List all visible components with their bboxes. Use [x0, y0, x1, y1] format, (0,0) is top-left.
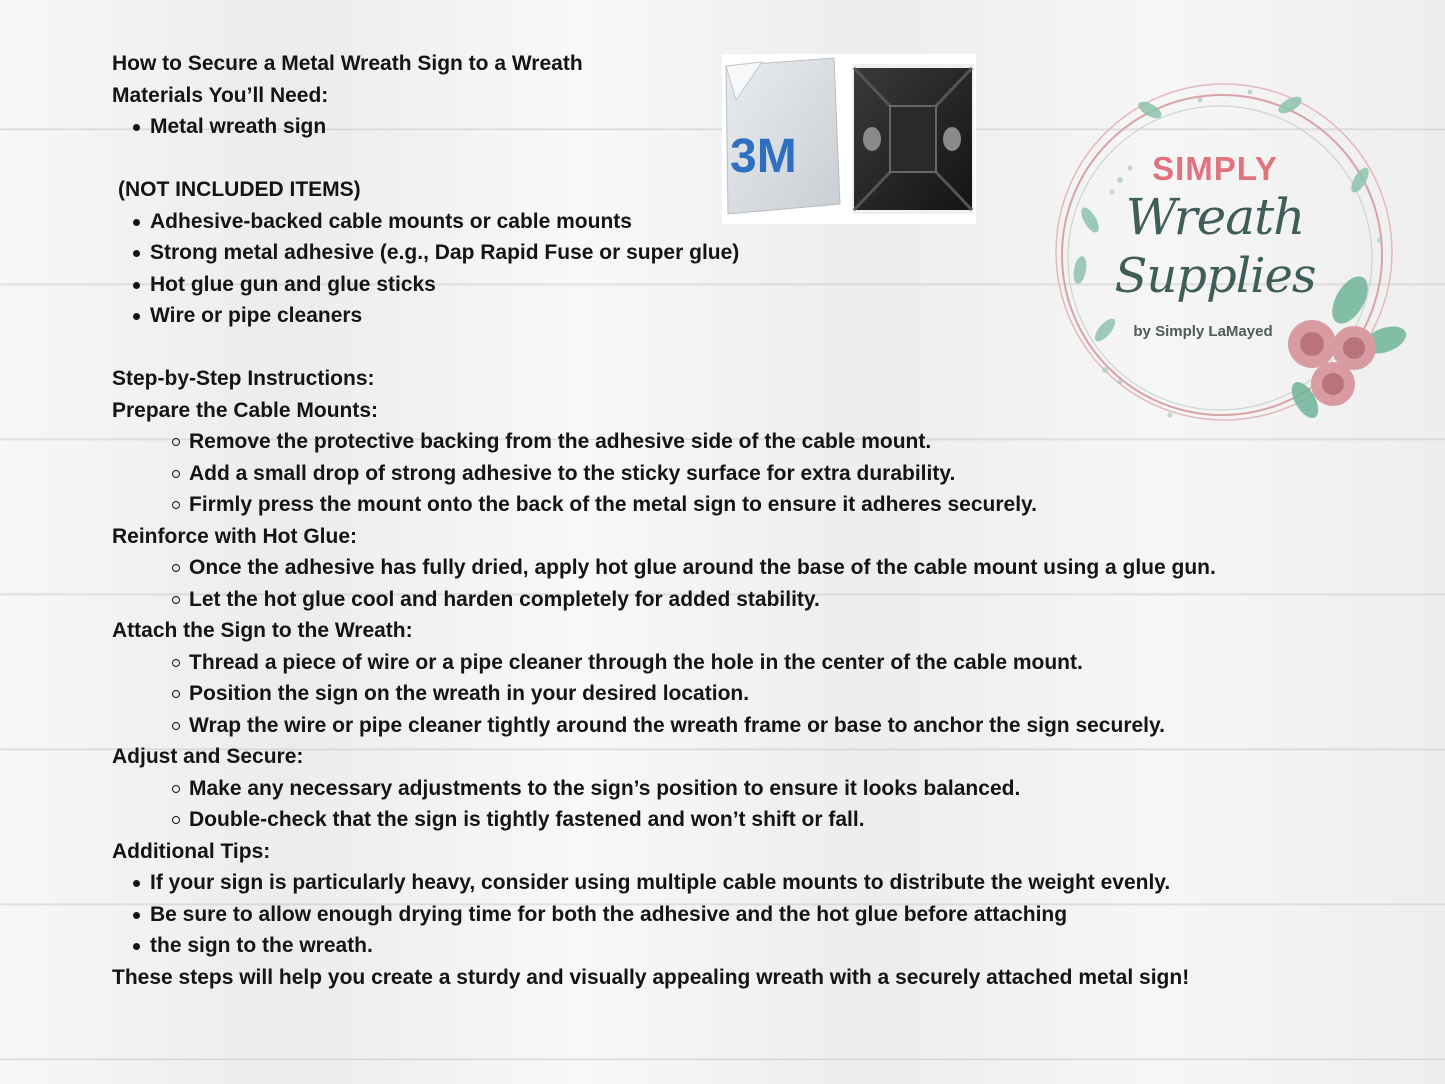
list-item: the sign to the wreath. — [112, 930, 1292, 962]
closing-text: These steps will help you create a sturdy and visually appealing wreath with a securely attached metal sign! — [112, 965, 1190, 989]
page-title: How to Secure a Metal Wreath Sign to a Wreath — [112, 52, 583, 75]
list-item: Position the sign on the wreath in your desired location. — [112, 678, 1292, 710]
list-item: Be sure to allow enough drying time for both the adhesive and the hot glue before attaching — [112, 899, 1292, 931]
list-item: Adhesive-backed cable mounts or cable mounts — [112, 206, 1292, 238]
list-item: Wire or pipe cleaners — [112, 300, 1292, 332]
logo-text-wreath: Wreath — [1125, 188, 1305, 246]
section-heading: Adjust and Secure: — [112, 745, 304, 768]
section-heading: Prepare the Cable Mounts: — [112, 398, 379, 422]
logo-byline: by Simply LaMayed — [1133, 323, 1273, 340]
list-item: Remove the protective backing from the adhesive side of the cable mount. — [112, 426, 1292, 458]
section-heading: Reinforce with Hot Glue: — [112, 524, 358, 548]
brand-text: 3M — [730, 130, 797, 183]
cable-mount-icon — [722, 54, 976, 224]
tips-list — [112, 867, 1292, 962]
list-item: Make any necessary adjustments to the sign’s position to ensure it looks balanced. — [112, 773, 1292, 805]
section-list — [112, 426, 1292, 521]
list-item: Firmly press the mount onto the back of the metal sign to ensure it adheres securely. — [112, 489, 1292, 521]
list-item: Let the hot glue cool and harden completely for added stability. — [112, 584, 1292, 616]
list-item: Thread a piece of wire or a pipe cleaner through the hole in the center of the cable mount. — [112, 647, 1292, 679]
section-heading: Attach the Sign to the Wreath: — [112, 619, 413, 642]
section-list — [112, 552, 1292, 615]
steps-heading: Step-by-Step Instructions: — [112, 367, 375, 390]
section-list — [112, 773, 1292, 836]
list-item: Once the adhesive has fully dried, apply hot glue around the base of the cable mount using a glue gun. — [112, 552, 1289, 584]
section-list — [112, 647, 1292, 742]
list-item: If your sign is particularly heavy, consider using multiple cable mounts to distribute the weight evenly. — [112, 867, 1292, 899]
logo-text-simply: SIMPLY — [1152, 150, 1278, 187]
list-item: Metal wreath sign — [112, 111, 1292, 143]
list-item: Hot glue gun and glue sticks — [112, 269, 1292, 301]
not-included-heading: (NOT INCLUDED ITEMS) — [118, 178, 361, 201]
list-item: Add a small drop of strong adhesive to the sticky surface for extra durability. — [112, 458, 1292, 490]
tips-heading: Additional Tips: — [112, 839, 271, 863]
list-item: Wrap the wire or pipe cleaner tightly around the wreath frame or base to anchor the sign securely. — [112, 710, 1292, 742]
logo-text-supplies: Supplies — [1114, 248, 1316, 304]
list-item: Double-check that the sign is tightly fastened and won’t shift or fall. — [112, 804, 1292, 836]
materials-heading: Materials You’ll Need: — [112, 83, 329, 107]
list-item: Strong metal adhesive (e.g., Dap Rapid Fuse or super glue) — [112, 237, 1292, 269]
